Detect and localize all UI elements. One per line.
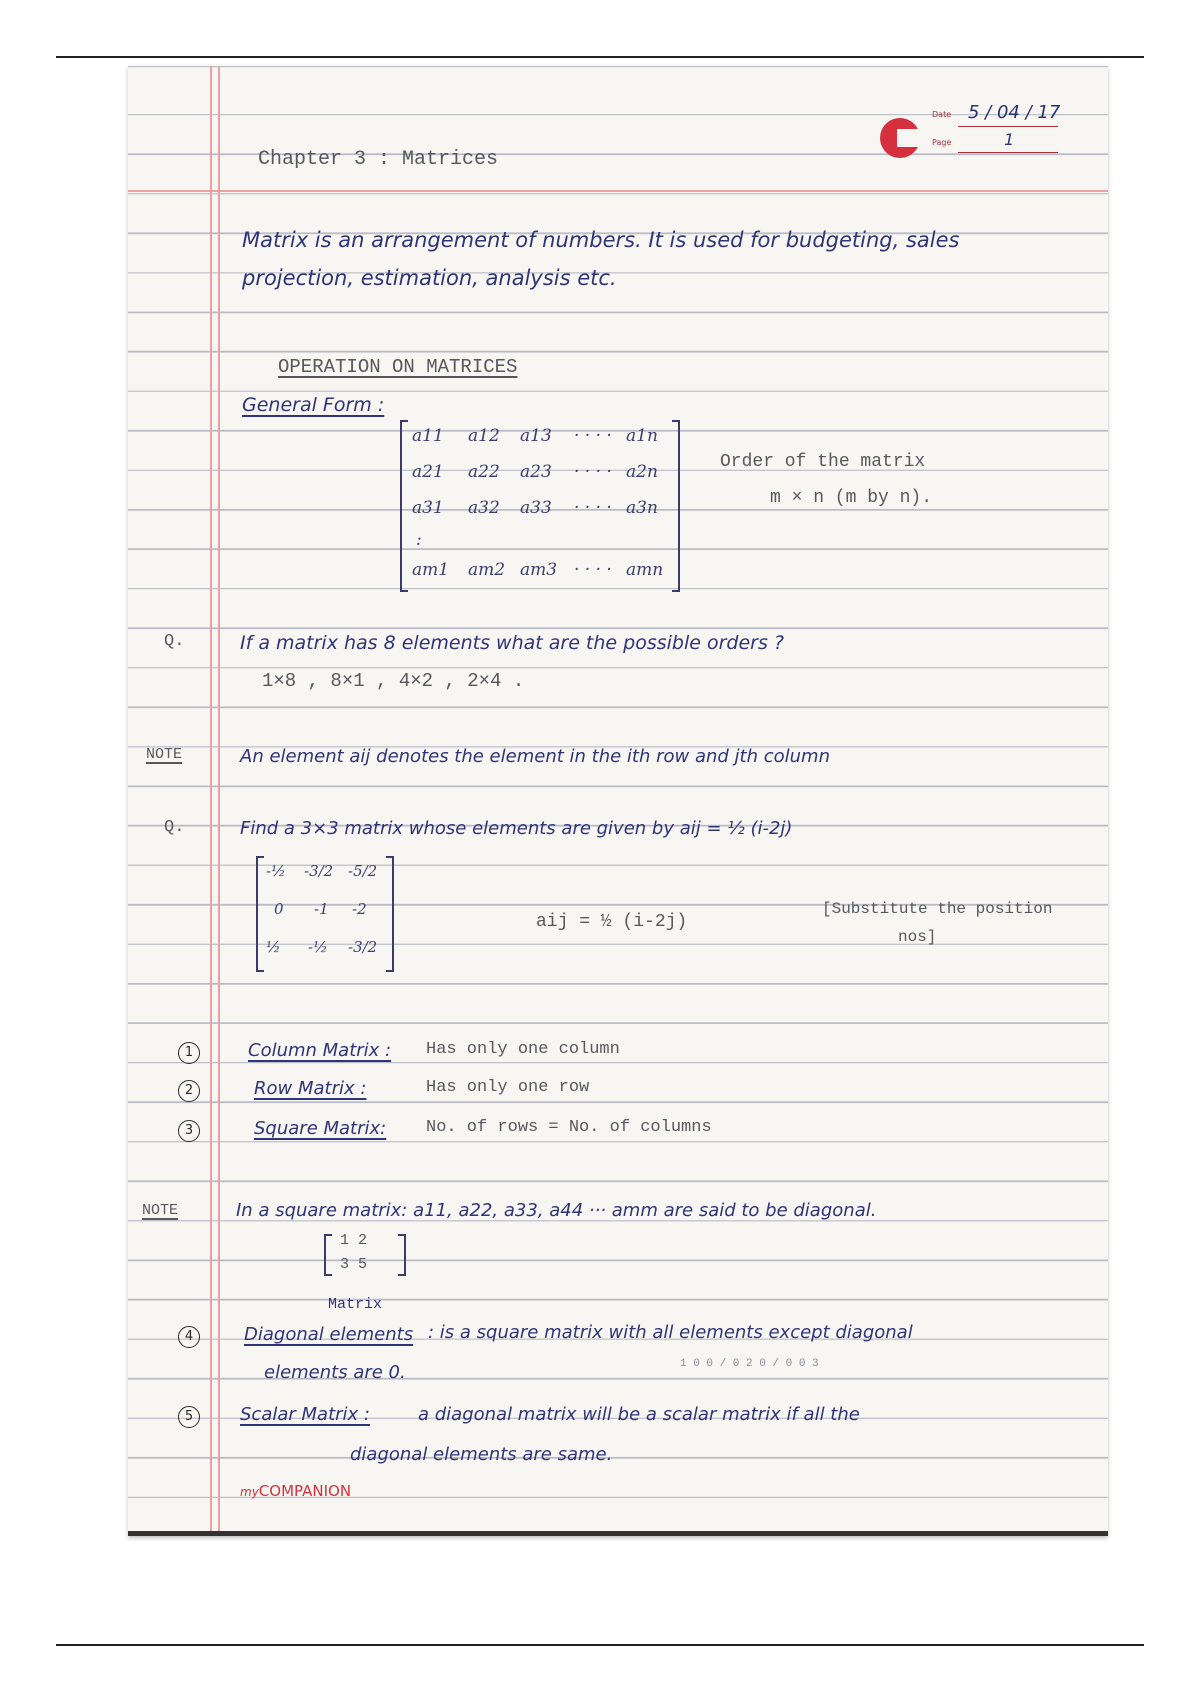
- type-5-line-1: a diagonal matrix will be a scalar matrix if all the: [418, 1404, 860, 1425]
- type-4-line-2: elements are 0.: [264, 1362, 406, 1383]
- matrix-cell: a11: [412, 426, 444, 446]
- note-2-example-bottom: 3 5: [340, 1256, 368, 1273]
- matrix-cell: a23: [520, 462, 552, 482]
- margin-line: [218, 66, 220, 1536]
- type-3-name: Square Matrix:: [254, 1118, 387, 1139]
- matrix-cell: a32: [468, 498, 500, 518]
- matrix-cell: a1n: [626, 426, 658, 446]
- q2-hint-line-1: [Substitute the position: [822, 900, 1053, 918]
- notebook-page: [128, 66, 1108, 1536]
- q2-matrix-cell: -½: [308, 938, 328, 956]
- type-4-number: 4: [178, 1326, 200, 1348]
- matrix-cell: a22: [468, 462, 500, 482]
- type-1-name: Column Matrix :: [248, 1040, 392, 1061]
- type-2-name: Row Matrix :: [254, 1078, 367, 1099]
- operations-heading: OPERATION ON MATRICES: [278, 356, 518, 378]
- q2-matrix-right-bracket: [386, 856, 394, 972]
- matrix-cell: a3n: [626, 498, 658, 518]
- matrix-cell: a21: [412, 462, 444, 482]
- note-1-marker: NOTE: [146, 746, 183, 763]
- order-value: m × n (m by n).: [770, 488, 933, 508]
- q2-matrix-cell: -½: [266, 862, 286, 880]
- matrix-cell: a12: [468, 426, 500, 446]
- matrix-cell: amn: [626, 560, 664, 580]
- type-2-number: 2: [178, 1080, 200, 1102]
- page-value: 1: [1004, 130, 1015, 149]
- note-2-marker: NOTE: [142, 1202, 179, 1219]
- q2-matrix-cell: 0: [274, 900, 284, 918]
- matrix-cell: a2n: [626, 462, 658, 482]
- type-2-description: Has only one row: [426, 1078, 590, 1097]
- date-label: Date: [932, 110, 952, 119]
- page-top-rule: [56, 56, 1144, 58]
- note-2-example-top: 1 2: [340, 1232, 368, 1249]
- q2-matrix-left-bracket: [256, 856, 264, 972]
- note-1-text: An element aij denotes the element in the ith row and jth column: [240, 746, 830, 767]
- page-bottom-rule: [56, 1644, 1144, 1646]
- type-4-inserted-word: Matrix: [328, 1296, 383, 1313]
- note-2-example-left-bracket: [324, 1234, 332, 1276]
- matrix-cell: am1: [412, 560, 450, 580]
- general-matrix-right-bracket: [672, 420, 680, 592]
- matrix-cell: · · · ·: [574, 426, 612, 446]
- margin-line: [210, 66, 212, 1536]
- header-divider: [128, 190, 1108, 192]
- chapter-title: Chapter 3 : Matrices: [258, 148, 499, 171]
- page-label: Page: [932, 138, 952, 147]
- question-1-text: If a matrix has 8 elements what are the possible orders ?: [240, 632, 784, 654]
- type-5-name: Scalar Matrix :: [240, 1404, 370, 1425]
- matrix-cell: · · · ·: [574, 560, 612, 580]
- question-1-answer: 1×8 , 8×1 , 4×2 , 2×4 .: [262, 670, 525, 692]
- footer-brand: myCOMPANION: [240, 1482, 352, 1500]
- q2-matrix-cell: -2: [352, 900, 367, 918]
- intro-line-1: Matrix is an arrangement of numbers. It is used for budgeting, sales: [242, 228, 960, 252]
- q2-matrix-cell: -5/2: [348, 862, 378, 880]
- matrix-cell: · · · ·: [574, 498, 612, 518]
- type-5-number: 5: [178, 1406, 200, 1428]
- question-2-marker: Q.: [164, 818, 185, 837]
- q2-formula: aij = ½ (i-2j): [536, 912, 688, 932]
- q2-matrix-cell: -1: [314, 900, 329, 918]
- date-value: 5 / 04 / 17: [968, 102, 1061, 123]
- type-1-number: 1: [178, 1042, 200, 1064]
- matrix-cell: a13: [520, 426, 552, 446]
- matrix-cell: a33: [520, 498, 552, 518]
- type-1-description: Has only one column: [426, 1040, 620, 1059]
- intro-line-2: projection, estimation, analysis etc.: [242, 266, 617, 290]
- matrix-cell: am2: [468, 560, 506, 580]
- matrix-cell: :: [416, 530, 422, 550]
- question-2-text: Find a 3×3 matrix whose elements are given by aij = ½ (i-2j): [240, 818, 793, 839]
- q2-matrix-cell: -3/2: [348, 938, 378, 956]
- type-4-example: 1 0 0 / 0 2 0 / 0 0 3: [680, 1358, 819, 1370]
- general-matrix-left-bracket: [400, 420, 408, 592]
- type-3-number: 3: [178, 1120, 200, 1142]
- matrix-cell: · · · ·: [574, 462, 612, 482]
- matrix-cell: am3: [520, 560, 558, 580]
- type-3-description: No. of rows = No. of columns: [426, 1118, 712, 1137]
- q2-matrix-cell: ½: [266, 938, 281, 956]
- type-4-line-1: : is a square matrix with all elements except diagonal: [428, 1322, 913, 1343]
- page-line: [958, 152, 1058, 153]
- brand-logo-icon: [880, 118, 920, 158]
- q2-matrix-cell: -3/2: [304, 862, 334, 880]
- note-2-example-right-bracket: [398, 1234, 406, 1276]
- order-label: Order of the matrix: [720, 452, 926, 472]
- general-form-label: General Form :: [242, 394, 385, 416]
- q2-hint-line-2: nos]: [898, 928, 937, 946]
- note-2-text: In a square matrix: a11, a22, a33, a44 ··· amm are said to be diagonal.: [236, 1200, 877, 1221]
- question-1-marker: Q.: [164, 632, 185, 651]
- type-5-line-2: diagonal elements are same.: [350, 1444, 613, 1465]
- matrix-cell: a31: [412, 498, 444, 518]
- date-line: [958, 126, 1058, 127]
- type-4-name: Diagonal elements: [244, 1324, 414, 1345]
